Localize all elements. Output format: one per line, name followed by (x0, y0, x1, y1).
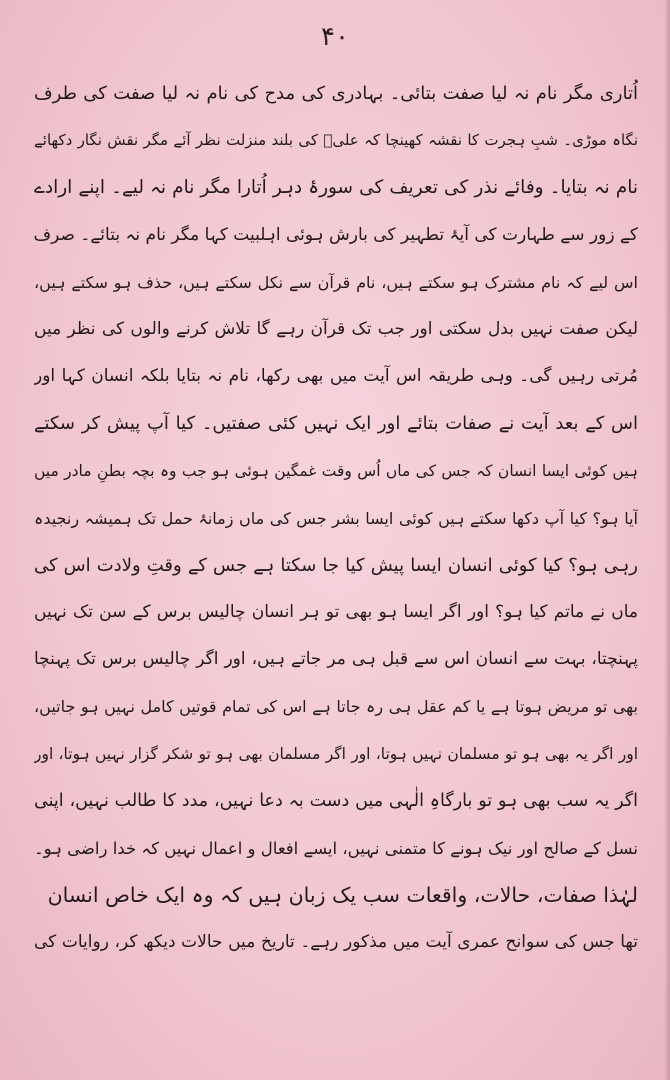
text-line: اُتاری مگر نام نہ لیا صفت بتائی۔ بہادری کی مدح کی نام نہ لیا صفت کی طرف (34, 83, 638, 104)
text-line: نگاہ موڑی۔ شبِ ہجرت کا نقشہ کھینچا کہ علیؑ کی بلند منزلت نظر آئے مگر نقش نگار دکھائے (34, 131, 638, 150)
text-line: پہنچتا، بہت سے انسان اس سے قبل ہی مر جاتے ہیں، اور اگر چالیس برس تک پہنچا (34, 649, 638, 670)
text-line: نسل کے صالح اور نیک ہونے کا متمنی نہیں، ایسے افعال و اعمال نہیں کہ خدا راضی ہو۔ (34, 839, 638, 858)
text-line: ماں نے ماتم کیا ہو؟ اور اگر ایسا ہو بھی تو ہر انسان چالیس برس کے سن تک نہیں (34, 602, 638, 623)
text-line: اور اگر یہ بھی ہو تو مسلمان نہیں ہوتا، اور اگر مسلمان بھی ہو تو شکر گزار نہیں ہوتا، اور (34, 744, 638, 763)
text-line: اس لیے کہ نام مشترک ہو سکتے ہیں، نام قرآن سے نکل سکتے ہیں، حذف ہو سکتے ہیں، (34, 272, 638, 292)
text-line: لیکن صفت نہیں بدل سکتی اور جب تک قرآن رہے گا تلاش کرنے والوں کی نظر میں (34, 318, 638, 339)
text-line: تھا جس کی سوانح عمری آیت میں مذکور رہے۔ تاریخ میں حالات دیکھ کر، روایات کی (34, 932, 638, 953)
page-number: ۴۰ (321, 22, 349, 52)
text-line: لہٰذا صفات، حالات، واقعات سب یک زبان ہیں کہ وہ ایک خاص انسان (47, 883, 638, 908)
text-line: بھی تو مریض ہوتا ہے یا کم عقل ہی رہ جاتا ہے اس کی تمام قوتیں کامل نہیں ہو جاتیں، (34, 697, 638, 717)
text-line: نام نہ بتایا۔ وفائے نذر کی تعریف کی سورۂ دہر اُتارا مگر نام نہ لیے۔ اپنے ارادے (34, 177, 638, 199)
body-text (34, 70, 638, 967)
text-line: مُرتی رہیں گی۔ وہی طریقہ اس آیت میں بھی رکھا، نام نہ بتایا بلکہ انسان کہا اور (34, 366, 638, 387)
text-line: آیا ہو؟ کیا آپ دکھا سکتے ہیں کوئی ایسا بشر جس کی ماں زمانۂ حمل تک ہمیشہ رنجیدہ (34, 508, 638, 528)
text-line: اگر یہ سب بھی ہو تو بارگاہِ الٰہی میں دست بہ دعا نہیں، مدد کا طالب نہیں، اپنی (34, 790, 638, 811)
text-line: اس کے بعد آیت نے صفات بتائے اور ایک نہیں کئی صفتیں۔ کیا آپ پیش کر سکتے (34, 413, 638, 435)
text-line: رہی ہو؟ کیا کوئی انسان ایسا پیش کیا جا سکتا ہے جس کے وقتِ ولادت اس کی (34, 554, 638, 576)
text-line: کے زور سے طہارت کی آیۂ تطہیر کی بارش ہوئی اہلبیت کہا مگر نام نہ بتائے۔ صرف (34, 224, 638, 245)
text-line: ہیں کوئی ایسا انسان کہ جس کی ماں اُس وقت غمگین ہوئی ہو جب وہ بچہ بطنِ مادر میں (34, 461, 638, 480)
page-edge-shadow (664, 0, 670, 1080)
